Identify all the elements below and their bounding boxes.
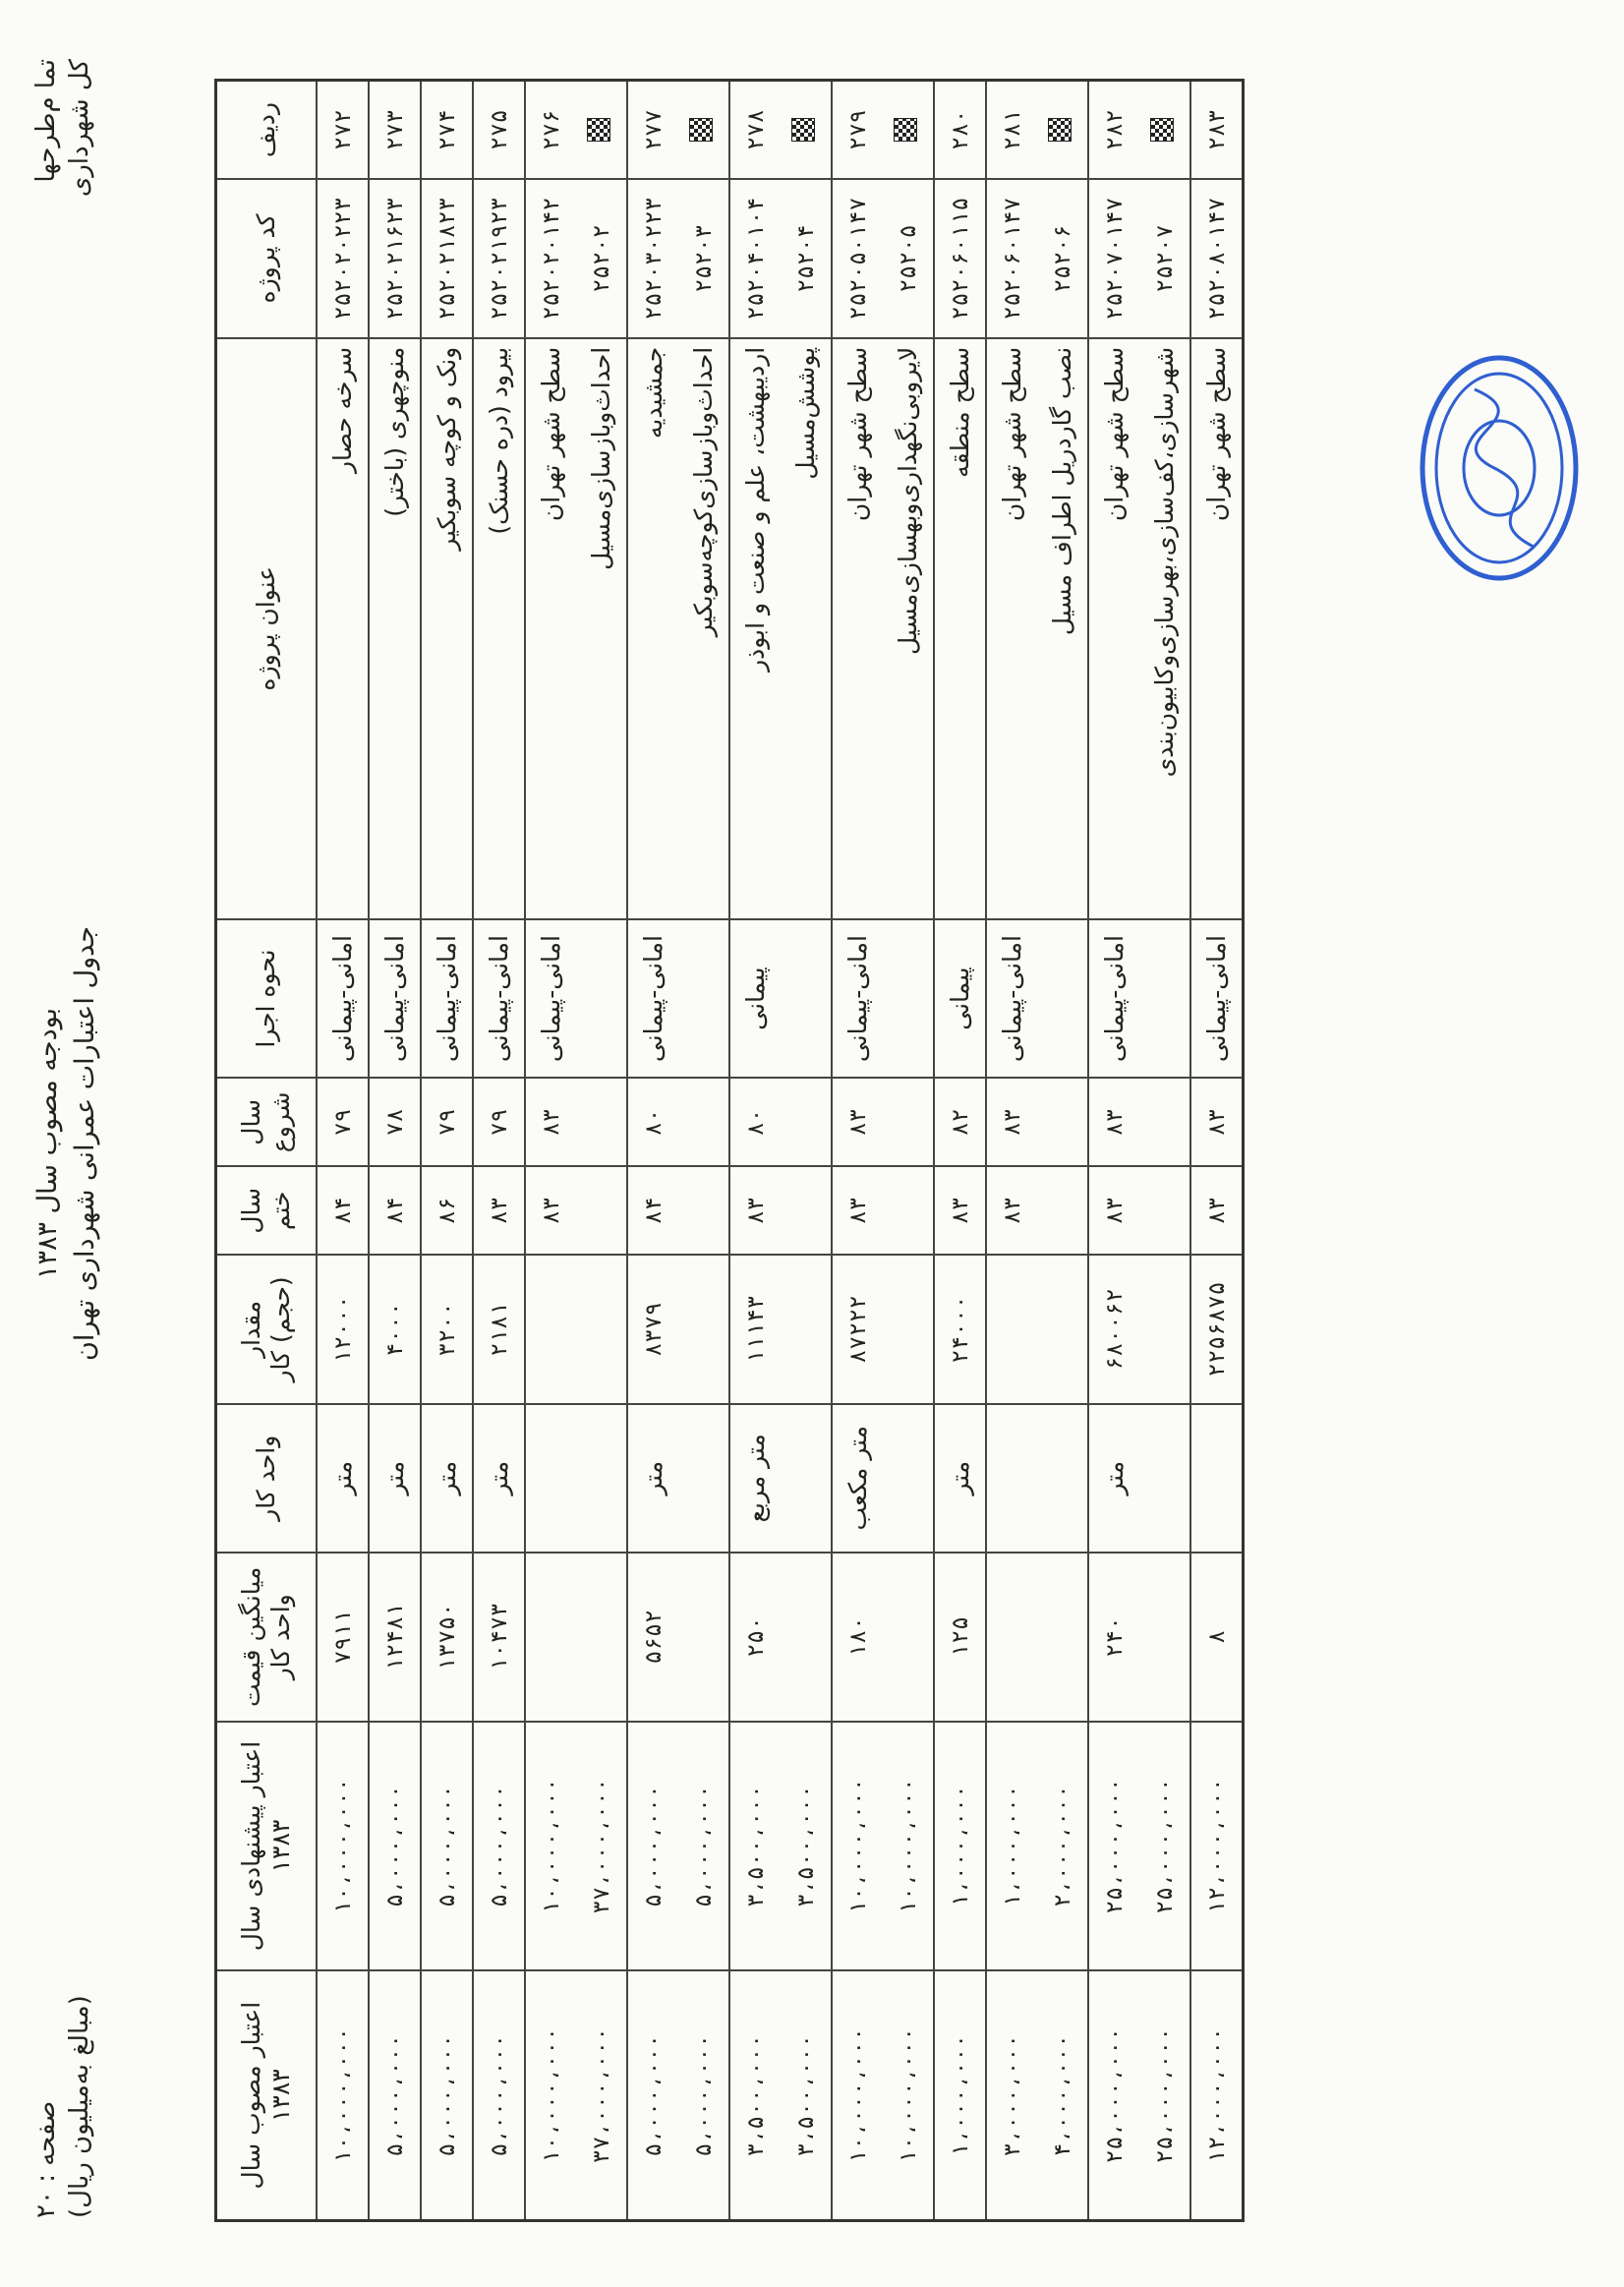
table-row xyxy=(421,81,473,2221)
cell-proposed: ۱۰،۰۰۰،۰۰۰ xyxy=(832,1722,883,1971)
cell-code: ۲۵۲۰۳۰۲۲۳ xyxy=(627,179,678,338)
cell-price: ۲۴۰ xyxy=(1088,1553,1139,1722)
cell-title: شهرسازی،کف‌سازی،بهرسازی‌وکابیون‌بندی xyxy=(1139,338,1190,919)
cell-price: ۱۰۴۷۳ xyxy=(473,1553,525,1722)
cell-start: ۷۹ xyxy=(317,1078,369,1166)
cell-title: ونک و کوچه سوبکیر xyxy=(421,338,473,919)
cell-unit: متر xyxy=(317,1404,369,1553)
budget-table xyxy=(214,79,1245,2222)
cell-start: ۸۰ xyxy=(627,1078,678,1166)
cell-radif: ۲۷۵ xyxy=(473,81,525,180)
column-header: نحوه اجرا xyxy=(216,919,318,1079)
cell-unit xyxy=(576,1404,627,1553)
cell-qty xyxy=(781,1255,832,1403)
council-stamp xyxy=(1416,350,1583,586)
cell-radif xyxy=(883,81,934,180)
cell-method: امانی-پیمانی xyxy=(1088,919,1139,1079)
cell-title: سطح منطقه xyxy=(934,338,986,919)
cell-method: امانی-پیمانی xyxy=(1190,919,1244,1079)
cell-title: لایروبی‌نگهداری‌وبهسازی‌مسیل xyxy=(883,338,934,919)
cell-proposed: ۱۰،۰۰۰،۰۰۰ xyxy=(317,1722,369,1971)
cell-unit xyxy=(883,1404,934,1553)
table-row xyxy=(986,81,1037,2221)
cell-proposed: ۳۷،۰۰۰،۰۰۰ xyxy=(576,1722,627,1971)
cell-code: ۲۵۲۰۲۱۹۲۳ xyxy=(473,179,525,338)
page-number: صفحه : ۲۰ xyxy=(31,2100,61,2218)
subtotal-marker-icon xyxy=(791,118,815,142)
table-row xyxy=(525,81,576,2221)
cell-code: ۲۵۲۰۷ xyxy=(1139,179,1190,338)
cell-qty xyxy=(678,1255,729,1403)
column-header: عنوان پروژه xyxy=(216,338,318,919)
cell-qty: ۶۸۰۰۶۲ xyxy=(1088,1255,1139,1403)
cell-qty xyxy=(576,1255,627,1403)
cell-unit xyxy=(781,1404,832,1553)
cell-title: اردیبهشت، علم و صنعت و ابوذر xyxy=(729,338,781,919)
cell-approved: ۲۵،۰۰۰،۰۰۰ xyxy=(1088,1970,1139,2220)
cell-start: ۸۳ xyxy=(832,1078,883,1166)
cell-title: بیرود (دره حسنک) xyxy=(473,338,525,919)
cell-qty xyxy=(1037,1255,1088,1403)
cell-radif xyxy=(1037,81,1088,180)
cell-title: پوشش‌مسیل xyxy=(781,338,832,919)
cell-method: امانی-پیمانی xyxy=(369,919,421,1079)
cell-radif: ۲۸۲ xyxy=(1088,81,1139,180)
cell-code: ۲۵۲۰۲۱۸۲۳ xyxy=(421,179,473,338)
cell-proposed: ۵،۰۰۰،۰۰۰ xyxy=(421,1722,473,1971)
cell-proposed: ۵،۰۰۰،۰۰۰ xyxy=(627,1722,678,1971)
cell-price: ۱۲۵ xyxy=(934,1553,986,1722)
subtotal-row xyxy=(883,81,934,2221)
cell-start: ۸۳ xyxy=(525,1078,576,1166)
cell-end xyxy=(1037,1166,1088,1255)
table-row xyxy=(369,81,421,2221)
title-line-1: بودجه مصوب سال ۱۳۸۳ xyxy=(32,1007,63,1280)
cell-price: ۲۵۰ xyxy=(729,1553,781,1722)
table-row xyxy=(473,81,525,2221)
cell-price: ۱۲۴۸۱ xyxy=(369,1553,421,1722)
table-row xyxy=(627,81,678,2221)
column-header: میانگین قیمت واحد کار xyxy=(216,1553,318,1722)
cell-start xyxy=(883,1078,934,1166)
cell-approved: ۳،۵۰۰،۰۰۰ xyxy=(729,1970,781,2220)
table-row xyxy=(934,81,986,2221)
cell-qty: ۱۲۰۰۰ xyxy=(317,1255,369,1403)
column-header: کد پروژه xyxy=(216,179,318,338)
cell-end: ۸۳ xyxy=(1088,1166,1139,1255)
column-header: سال شروع xyxy=(216,1078,318,1166)
cell-radif: ۲۷۹ xyxy=(832,81,883,180)
cell-approved: ۱۰،۰۰۰،۰۰۰ xyxy=(832,1970,883,2220)
cell-method: پیمانی xyxy=(729,919,781,1079)
cell-method: امانی-پیمانی xyxy=(421,919,473,1079)
column-header: اعتبار پیشنهادی سال ۱۳۸۳ xyxy=(216,1722,318,1971)
cell-end: ۸۳ xyxy=(986,1166,1037,1255)
cell-method: امانی-پیمانی xyxy=(627,919,678,1079)
cell-radif: ۲۷۶ xyxy=(525,81,576,180)
cell-approved: ۳،۰۰۰،۰۰۰ xyxy=(986,1970,1037,2220)
scope-line-1: تما م‌طرحها xyxy=(31,59,61,183)
cell-qty: ۲۴۰۰۰ xyxy=(934,1255,986,1403)
table-row xyxy=(832,81,883,2221)
cell-proposed: ۱،۰۰۰،۰۰۰ xyxy=(986,1722,1037,1971)
cell-start xyxy=(1037,1078,1088,1166)
subtotal-marker-icon xyxy=(894,118,917,142)
cell-unit xyxy=(678,1404,729,1553)
table-row xyxy=(317,81,369,2221)
cell-approved: ۳۷،۰۰۰،۰۰۰ xyxy=(576,1970,627,2220)
column-header: سال ختم xyxy=(216,1166,318,1255)
cell-approved: ۱،۰۰۰،۰۰۰ xyxy=(934,1970,986,2220)
cell-unit xyxy=(1190,1404,1244,1553)
cell-method xyxy=(678,919,729,1079)
cell-end: ۸۴ xyxy=(317,1166,369,1255)
cell-proposed: ۱۲،۰۰۰،۰۰۰ xyxy=(1190,1722,1244,1971)
cell-qty: ۱۱۱۴۳ xyxy=(729,1255,781,1403)
cell-code: ۲۵۲۰۵ xyxy=(883,179,934,338)
cell-start: ۷۹ xyxy=(421,1078,473,1166)
cell-end: ۸۳ xyxy=(473,1166,525,1255)
cell-radif xyxy=(678,81,729,180)
subtotal-marker-icon xyxy=(689,118,713,142)
cell-radif: ۲۷۲ xyxy=(317,81,369,180)
cell-radif: ۲۷۴ xyxy=(421,81,473,180)
cell-unit xyxy=(525,1404,576,1553)
cell-approved: ۱۲،۰۰۰،۰۰۰ xyxy=(1190,1970,1244,2220)
cell-price: ۱۳۷۵۰ xyxy=(421,1553,473,1722)
subtotal-row xyxy=(678,81,729,2221)
cell-price xyxy=(986,1553,1037,1722)
cell-start: ۸۳ xyxy=(1190,1078,1244,1166)
cell-title: سطح شهر تهران xyxy=(986,338,1037,919)
column-header: مقدار (حجم) کار xyxy=(216,1255,318,1403)
cell-proposed: ۱،۰۰۰،۰۰۰ xyxy=(934,1722,986,1971)
cell-end: ۸۴ xyxy=(627,1166,678,1255)
cell-radif xyxy=(1139,81,1190,180)
cell-unit: متر xyxy=(473,1404,525,1553)
cell-end xyxy=(1139,1166,1190,1255)
subtotal-marker-icon xyxy=(1048,118,1072,142)
cell-code: ۲۵۲۰۴۰۱۰۴ xyxy=(729,179,781,338)
cell-start xyxy=(781,1078,832,1166)
cell-approved: ۵،۰۰۰،۰۰۰ xyxy=(627,1970,678,2220)
cell-title: احداث‌وبازسازی‌مسیل xyxy=(576,338,627,919)
cell-unit: متر xyxy=(934,1404,986,1553)
cell-end: ۸۴ xyxy=(369,1166,421,1255)
column-header: اعتبار مصوب سال ۱۳۸۳ xyxy=(216,1970,318,2220)
cell-radif xyxy=(781,81,832,180)
cell-qty xyxy=(986,1255,1037,1403)
currency-unit: (مبالغ به‌میلیون ریال) xyxy=(65,1995,94,2218)
cell-approved: ۵،۰۰۰،۰۰۰ xyxy=(369,1970,421,2220)
cell-proposed: ۱۰،۰۰۰،۰۰۰ xyxy=(883,1722,934,1971)
cell-code: ۲۵۲۰۸۰۱۴۷ xyxy=(1190,179,1244,338)
cell-start: ۸۲ xyxy=(934,1078,986,1166)
cell-proposed: ۲۵،۰۰۰،۰۰۰ xyxy=(1139,1722,1190,1971)
title-line-2: جدول اعتبارات عمرانی شهرداری تهران xyxy=(70,926,100,1361)
cell-method: امانی-پیمانی xyxy=(525,919,576,1079)
cell-approved: ۵،۰۰۰،۰۰۰ xyxy=(678,1970,729,2220)
cell-qty: ۸۷۲۲۲ xyxy=(832,1255,883,1403)
cell-price xyxy=(781,1553,832,1722)
cell-end xyxy=(576,1166,627,1255)
cell-approved: ۱۰،۰۰۰،۰۰۰ xyxy=(525,1970,576,2220)
cell-end: ۸۳ xyxy=(934,1166,986,1255)
cell-approved: ۳،۵۰۰،۰۰۰ xyxy=(781,1970,832,2220)
cell-proposed: ۵،۰۰۰،۰۰۰ xyxy=(473,1722,525,1971)
cell-end: ۸۳ xyxy=(832,1166,883,1255)
table-body xyxy=(317,81,1244,2221)
cell-approved: ۱۰،۰۰۰،۰۰۰ xyxy=(317,1970,369,2220)
cell-method xyxy=(1037,919,1088,1079)
cell-qty: ۲۲۵۶۸۷۵ xyxy=(1190,1255,1244,1403)
cell-proposed: ۳،۵۰۰،۰۰۰ xyxy=(781,1722,832,1971)
cell-unit: متر xyxy=(369,1404,421,1553)
cell-method xyxy=(883,919,934,1079)
cell-price xyxy=(678,1553,729,1722)
cell-qty: ۳۲۰۰ xyxy=(421,1255,473,1403)
cell-price xyxy=(1139,1553,1190,1722)
cell-end: ۸۳ xyxy=(1190,1166,1244,1255)
column-header: ردیف xyxy=(216,81,318,180)
cell-qty xyxy=(883,1255,934,1403)
cell-method: امانی-پیمانی xyxy=(317,919,369,1079)
cell-start xyxy=(1139,1078,1190,1166)
cell-radif: ۲۷۷ xyxy=(627,81,678,180)
cell-unit: متر مکعب xyxy=(832,1404,883,1553)
cell-proposed: ۵،۰۰۰،۰۰۰ xyxy=(678,1722,729,1971)
cell-unit: متر xyxy=(421,1404,473,1553)
cell-approved: ۴،۰۰۰،۰۰۰ xyxy=(1037,1970,1088,2220)
cell-title: منوچهری (باختر) xyxy=(369,338,421,919)
cell-method: امانی-پیمانی xyxy=(986,919,1037,1079)
table-header xyxy=(216,81,318,2221)
cell-proposed: ۳،۵۰۰،۰۰۰ xyxy=(729,1722,781,1971)
cell-title: جمشیدیه xyxy=(627,338,678,919)
table-row xyxy=(1190,81,1244,2221)
cell-code: ۲۵۲۰۶۰۱۴۷ xyxy=(986,179,1037,338)
cell-qty xyxy=(525,1255,576,1403)
cell-qty xyxy=(1139,1255,1190,1403)
cell-start: ۸۰ xyxy=(729,1078,781,1166)
table-row xyxy=(1088,81,1139,2221)
subtotal-row xyxy=(1037,81,1088,2221)
cell-method: امانی-پیمانی xyxy=(832,919,883,1079)
subtotal-row xyxy=(1139,81,1190,2221)
cell-code: ۲۵۲۰۲۱۶۲۳ xyxy=(369,179,421,338)
cell-radif: ۲۷۳ xyxy=(369,81,421,180)
cell-qty: ۴۰۰۰ xyxy=(369,1255,421,1403)
page-info xyxy=(29,1995,96,2218)
cell-proposed: ۵،۰۰۰،۰۰۰ xyxy=(369,1722,421,1971)
cell-title: سطح شهر تهران xyxy=(1190,338,1244,919)
cell-end: ۸۶ xyxy=(421,1166,473,1255)
page-title-block xyxy=(29,0,104,2287)
cell-radif xyxy=(576,81,627,180)
cell-price: ۱۸۰ xyxy=(832,1553,883,1722)
cell-method xyxy=(781,919,832,1079)
cell-radif: ۲۸۳ xyxy=(1190,81,1244,180)
cell-proposed: ۲۵،۰۰۰،۰۰۰ xyxy=(1088,1722,1139,1971)
cell-end xyxy=(678,1166,729,1255)
cell-end xyxy=(883,1166,934,1255)
cell-approved: ۵،۰۰۰،۰۰۰ xyxy=(421,1970,473,2220)
cell-qty: ۲۱۸۱ xyxy=(473,1255,525,1403)
cell-code: ۲۵۲۰۷۰۱۴۷ xyxy=(1088,179,1139,338)
cell-start: ۸۳ xyxy=(1088,1078,1139,1166)
cell-unit xyxy=(1139,1404,1190,1553)
cell-method xyxy=(1139,919,1190,1079)
cell-radif: ۲۷۸ xyxy=(729,81,781,180)
subtotal-row xyxy=(781,81,832,2221)
cell-unit: متر xyxy=(627,1404,678,1553)
cell-start: ۷۸ xyxy=(369,1078,421,1166)
cell-end: ۸۳ xyxy=(729,1166,781,1255)
cell-unit: متر xyxy=(1088,1404,1139,1553)
cell-title: احداث‌وبازسازی‌کوچه‌سوبکیر xyxy=(678,338,729,919)
table-row xyxy=(729,81,781,2221)
cell-start: ۸۳ xyxy=(986,1078,1037,1166)
cell-code: ۲۵۲۰۶ xyxy=(1037,179,1088,338)
cell-start xyxy=(576,1078,627,1166)
cell-code: ۲۵۲۰۵۰۱۴۷ xyxy=(832,179,883,338)
subtotal-row xyxy=(576,81,627,2221)
cell-price xyxy=(576,1553,627,1722)
cell-radif: ۲۸۰ xyxy=(934,81,986,180)
cell-code: ۲۵۲۰۲۰۲۲۳ xyxy=(317,179,369,338)
cell-method xyxy=(576,919,627,1079)
cell-price xyxy=(525,1553,576,1722)
cell-method: پیمانی xyxy=(934,919,986,1079)
cell-title: سطح شهر تهران xyxy=(1088,338,1139,919)
cell-end xyxy=(781,1166,832,1255)
subtotal-marker-icon xyxy=(587,118,610,142)
cell-code: ۲۵۲۰۲۰۱۴۲ xyxy=(525,179,576,338)
cell-price: ۷۹۱۱ xyxy=(317,1553,369,1722)
cell-approved: ۲۵،۰۰۰،۰۰۰ xyxy=(1139,1970,1190,2220)
cell-code: ۲۵۲۰۶۰۱۱۵ xyxy=(934,179,986,338)
cell-proposed: ۱۰،۰۰۰،۰۰۰ xyxy=(525,1722,576,1971)
cell-title: سطح شهر تهران xyxy=(832,338,883,919)
cell-price: ۵۶۵۲ xyxy=(627,1553,678,1722)
cell-price xyxy=(883,1553,934,1722)
cell-title: سرخه حصار xyxy=(317,338,369,919)
cell-approved: ۱۰،۰۰۰،۰۰۰ xyxy=(883,1970,934,2220)
cell-code: ۲۵۲۰۴ xyxy=(781,179,832,338)
cell-code: ۲۵۲۰۲ xyxy=(576,179,627,338)
cell-title: نصب گاردریل اطراف مسیل xyxy=(1037,338,1088,919)
column-header: واحد کار xyxy=(216,1404,318,1553)
cell-unit xyxy=(1037,1404,1088,1553)
cell-method: امانی-پیمانی xyxy=(473,919,525,1079)
cell-qty: ۸۳۷۹ xyxy=(627,1255,678,1403)
cell-code: ۲۵۲۰۳ xyxy=(678,179,729,338)
cell-radif: ۲۸۱ xyxy=(986,81,1037,180)
subtotal-marker-icon xyxy=(1150,118,1174,142)
cell-start xyxy=(678,1078,729,1166)
cell-price: ۸ xyxy=(1190,1553,1244,1722)
cell-unit: متر مربع xyxy=(729,1404,781,1553)
cell-unit xyxy=(986,1404,1037,1553)
cell-start: ۷۹ xyxy=(473,1078,525,1166)
scope-line-2: کل شهرداری xyxy=(65,59,94,198)
cell-title: سطح شهر تهران xyxy=(525,338,576,919)
cell-end: ۸۳ xyxy=(525,1166,576,1255)
cell-proposed: ۲،۰۰۰،۰۰۰ xyxy=(1037,1722,1088,1971)
cell-approved: ۵،۰۰۰،۰۰۰ xyxy=(473,1970,525,2220)
cell-price xyxy=(1037,1553,1088,1722)
